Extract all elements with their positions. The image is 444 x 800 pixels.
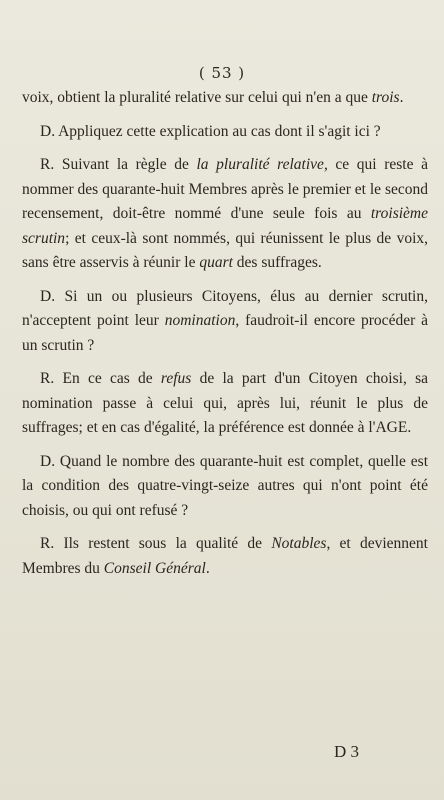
- page-number: ( 53 ): [198, 64, 246, 82]
- speaker-label: D.: [40, 287, 56, 305]
- page-text: [22, 86, 428, 590]
- text-segment: Suivant la règle de: [54, 156, 197, 173]
- text-segment: .: [407, 419, 412, 436]
- paragraph: [22, 120, 428, 145]
- paragraph: [22, 86, 428, 111]
- text-segment: .: [205, 559, 210, 577]
- speaker-label: D.: [40, 452, 56, 470]
- paragraph: [22, 367, 428, 441]
- paragraph: [22, 153, 428, 276]
- signature-mark: D 3: [334, 742, 360, 761]
- text-segment: Appliquez cette explication au cas dont il s'agit ici ?: [55, 122, 381, 140]
- text-segment: Notables: [271, 535, 327, 552]
- paragraph: [22, 450, 428, 524]
- text-segment: trois: [371, 89, 400, 106]
- text-segment: nomination: [164, 312, 236, 329]
- text-segment: de la part d'un Citoyen choisi, sa nomination passe à celui qui, après lui, réunit le plus de suffrages; et en cas d'égalité, la préférence est donnée à l': [22, 370, 428, 436]
- speaker-label: D.: [40, 122, 56, 140]
- paragraph: [22, 285, 428, 359]
- text-segment: la pluralité relative: [196, 156, 324, 173]
- speaker-label: R.: [40, 370, 55, 387]
- text-segment: quart: [199, 254, 233, 271]
- text-segment: Si un ou plusieurs Citoyens, élus au dernier scrutin, n'acceptent point leur: [22, 287, 428, 329]
- text-segment: ; et ceux-là sont nommés, qui réunissent le plus de voix, sans être asservis à réunir le: [22, 229, 428, 271]
- text-segment: En ce cas de: [54, 370, 161, 387]
- text-segment: , faudroit-il encore procéder à un scrutin ?: [22, 312, 429, 354]
- text-segment: , ce qui reste à nommer des quarante-huit Membres après le premier et le second recensement, doit-être nommé d'une seule fois au: [22, 156, 428, 222]
- text-segment: troisième scrutin: [22, 205, 428, 247]
- text-segment: refus: [160, 370, 192, 387]
- text-segment: Ils restent sous la qualité de: [54, 535, 272, 552]
- text-segment: voix, obtient la pluralité relative sur celui qui n'en a que: [22, 89, 372, 106]
- speaker-label: R.: [40, 156, 55, 173]
- speaker-label: R.: [40, 535, 55, 552]
- paragraph: [22, 532, 428, 581]
- text-segment: .: [399, 89, 404, 106]
- text-segment: Quand le nombre des quarante-huit est complet, quelle est la condition des quatre-vingt-seize autres qui n'ont point été choisis, ou qui ont refusé ?: [22, 452, 428, 519]
- text-segment: Conseil Général: [103, 559, 206, 577]
- text-segment: AGE: [375, 419, 408, 436]
- text-segment: , et deviennent Membres du: [22, 535, 428, 577]
- text-segment: des suffrages.: [232, 254, 322, 271]
